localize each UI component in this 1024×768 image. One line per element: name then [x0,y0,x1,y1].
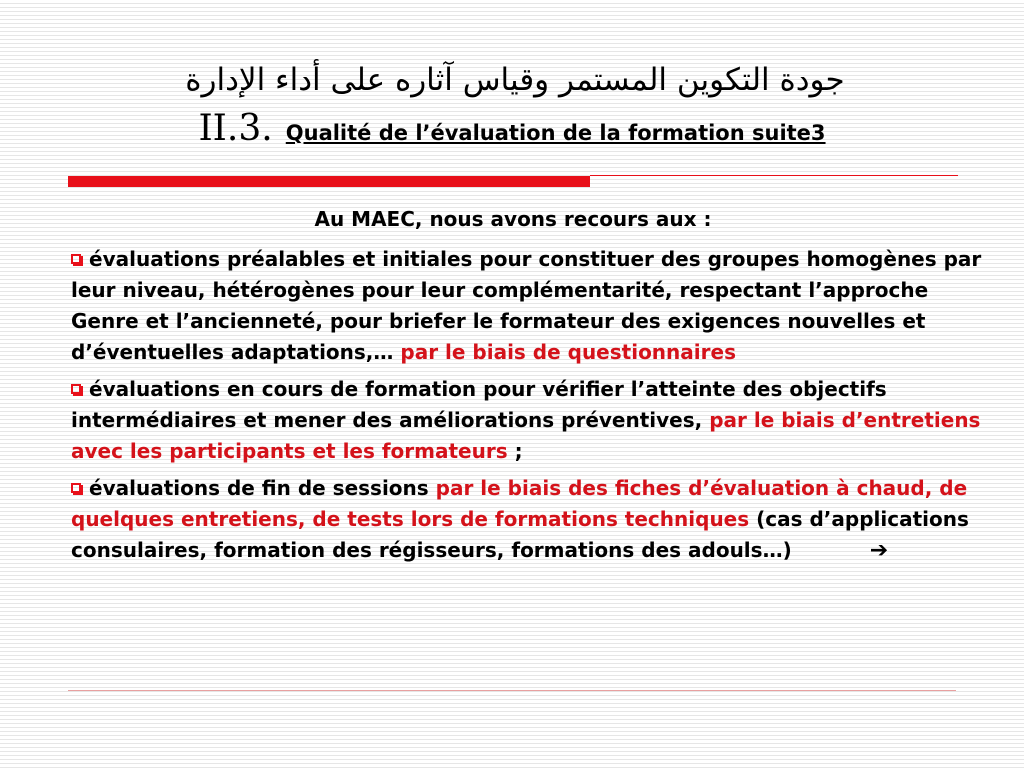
bullet-text: évaluations en cours de formation pour vérifier l’atteinte des objectifs intermédiaires et mener des améliorations préventives, [71,377,887,432]
list-item [71,374,996,467]
checkbox-bullet-icon [71,483,81,493]
list-item [71,473,996,566]
title-underline-thin [590,175,958,176]
checkbox-bullet-icon [71,384,81,394]
arabic-title: جودة التكوين المستمر وقياس آثاره على أداء الإدارة [185,62,845,98]
bullet-highlight: par le biais des fiches d’évaluation à chaud, de quelques entretiens, de tests lors de formations techniques [71,476,968,531]
bullet-tail: ; [514,439,523,463]
title-underline-bar [68,176,590,187]
bullet-text: évaluations de fin de sessions [89,476,429,500]
bullet-highlight: par le biais de questionnaires [400,340,736,364]
bullet-text: évaluations préalables et initiales pour constituer des groupes homogènes par leur niveau, hétérogènes pour leur complémentarité, respectant l’approche Genre et l’ancienneté, pour briefer le formateur des exigences nouvelles et d’éventuelles adaptations,… [71,247,982,364]
footer-divider [68,690,956,691]
list-item [71,244,996,368]
bullet-tail: (cas d’applications consulaires, formation des régisseurs, formations des adouls…) [71,507,969,562]
french-title-line [72,108,952,149]
arrow-right-icon: ➔ [869,538,889,563]
bullet-list [71,244,996,572]
checkbox-bullet-icon [71,254,81,264]
intro-heading: Au MAEC, nous avons recours aux : [314,207,712,231]
bullet-highlight: par le biais d’entretiens avec les participants et les formateurs [71,408,981,463]
french-title: Qualité de l’évaluation de la formation suite3 [285,121,826,145]
section-number: II.3. [198,108,273,149]
